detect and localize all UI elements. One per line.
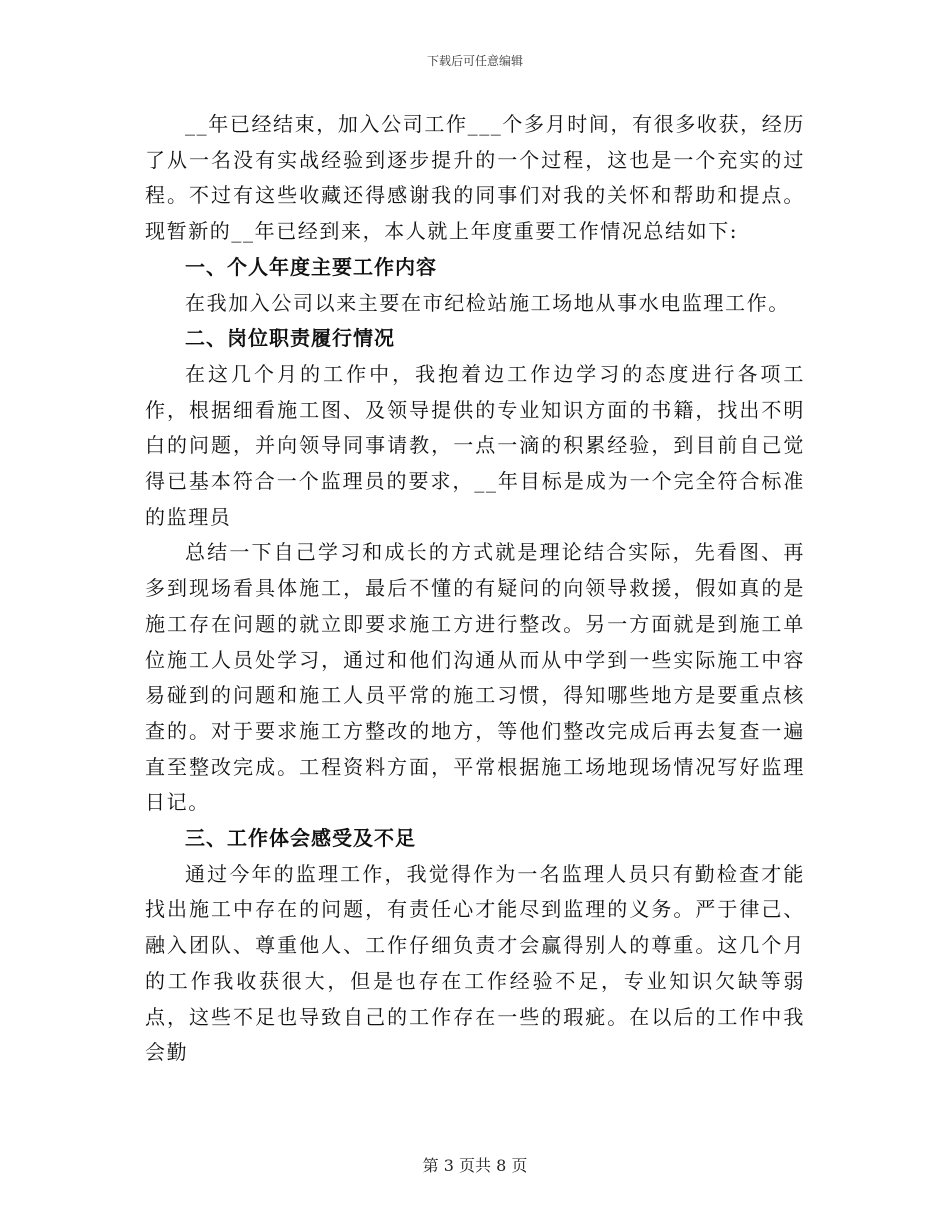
section-heading-3: 三、工作体会感受及不足 (185, 826, 416, 851)
page-header: 下载后可任意编辑 (426, 54, 523, 68)
page-footer: 第 3 页共 8 页 (422, 1156, 528, 1175)
paragraph-reflection: 通过今年的监理工作，我觉得作为一名监理人员只有勤检查才能找出施工中存在的问题，有责任心才能尽到监理的义务。严于律己、融入团队、尊重他人、工作仔细负责才会赢得别人的尊重。这几个月的工作我收获很大，但是也存在工作经验不足，专业知识欠缺等弱点，这些不足也导致自己的工作存在一些的瑕疵。在以后的工作中我会勤 (145, 861, 805, 1065)
document-body (145, 107, 805, 1071)
paragraph-duties: 在这几个月的工作中，我抱着边工作边学习的态度进行各项工作，根据细看施工图、及领导提供的专业知识方面的书籍，找出不明白的问题，并向领导同事请教，一点一滴的积累经验，到目前自己觉得已基本符合一个监理员的要求，__年目标是成为一个完全符合标准的监理员 (145, 361, 805, 529)
section-heading-2: 二、岗位职责履行情况 (185, 326, 395, 351)
paragraph-intro: __年已经结束，加入公司工作___个多月时间，有很多收获，经历了从一名没有实战经验到逐步提升的一个过程，这也是一个充实的过程。不过有这些收藏还得感谢我的同事们对我的关怀和帮助和提点。现暂新的__年已经到来，本人就上年度重要工作情况总结如下: (145, 112, 805, 244)
paragraph-learning: 总结一下自己学习和成长的方式就是理论结合实际，先看图、再多到现场看具体施工，最后不懂的有疑问的向领导救援，假如真的是施工存在问题的就立即要求施工方进行整改。另一方面就是到施工单位施工人员处学习，通过和他们沟通从而从中学到一些实际施工中容易碰到的问题和施工人员平常的施工习惯，得知哪些地方是要重点核查的。对于要求施工方整改的地方，等他们整改完成后再去复查一遍直至整改完成。工程资料方面，平常根据施工场地现场情况写好监理日记。 (145, 540, 805, 815)
paragraph-work-content: 在我加入公司以来主要在市纪检站施工场地从事水电监理工作。 (185, 290, 790, 315)
section-heading-1: 一、个人年度主要工作内容 (185, 254, 437, 279)
